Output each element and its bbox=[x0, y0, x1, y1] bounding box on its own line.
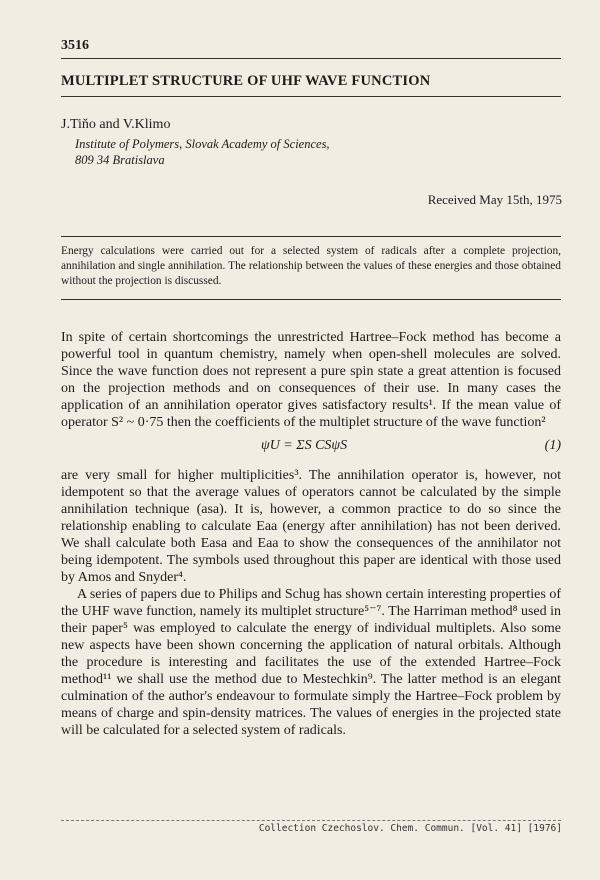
equation-expression: ψU = ΣS CSψS bbox=[261, 438, 348, 453]
received-date: Received May 15th, 1975 bbox=[427, 192, 562, 207]
abstract-top-rule bbox=[61, 236, 561, 237]
footer-rule bbox=[61, 820, 561, 821]
affiliation-line-2: 809 34 Bratislava bbox=[75, 153, 165, 167]
abstract: Energy calculations were carried out for a selected system of radicals after a complete projection, annihilation and single annihilation. The relationship between the values of these energies and those obtained without the projection is discussed. bbox=[61, 245, 561, 287]
authors: J.Tiňo and V.Klimo bbox=[61, 117, 171, 132]
title-rule bbox=[61, 96, 561, 97]
equation-1 bbox=[61, 431, 561, 467]
equation-number: (1) bbox=[544, 438, 561, 453]
affiliation bbox=[75, 136, 330, 168]
footer-citation: Collection Czechoslov. Chem. Commun. [Vol. 41] [1976] bbox=[258, 823, 562, 834]
affiliation-line-1: Institute of Polymers, Slovak Academy of Sciences, bbox=[75, 137, 330, 151]
paragraph-3: A series of papers due to Philips and Schug has shown certain interesting properties of the UHF wave function, namely its multiplet structure⁵⁻⁷. The Harriman method⁸ used in their paper⁵ was employed to calculate the energy of individual multiplets. Also some new aspects have been shown concerning the application of natural orbitals. Although the procedure is interesting and facilitates the use of the extended Hartree–Fock method¹¹ we shall use the method due to Mestechkin⁹. The latter method is an elegant culmination of the author's endeavour to formulate simply the Hartree–Fock problem by means of charge and spin-density matrices. The values of energies in the projected state will be calculated for a selected system of radicals. bbox=[61, 587, 562, 738]
paragraph-1: In spite of certain shortcomings the unrestricted Hartree–Fock method has become a powerful tool in quantum chemistry, namely when open-shell molecules are solved. Since the wave function does not represent a pure spin state a great attention is focused on the projection methods and on consequences of their use. In many cases the application of an annihilation operator gives satisfactory results¹. If the mean value of operator S² ~ 0·75 then the coefficients of the multiplet structure of the wave function² bbox=[61, 330, 561, 430]
article-body bbox=[61, 329, 561, 739]
paragraph-2: are very small for higher multiplicities³. The annihilation operator is, however, not idempotent so that the average values of operators cannot be calculated by the simple annihilation technique (asa). It is, however, a common practice to do so since the relationship enabling to calculate Eaa (energy after annihilation) has not been derived. We shall calculate both Easa and Eaa to show the consequences of the annihilator not being idempotent. The symbols used throughout this paper are identical with those used by Amos and Snyder⁴. bbox=[61, 468, 561, 585]
header-rule bbox=[61, 58, 561, 59]
article-title: MULTIPLET STRUCTURE OF UHF WAVE FUNCTION bbox=[61, 73, 431, 89]
page-number: 3516 bbox=[61, 38, 89, 53]
abstract-bottom-rule bbox=[61, 299, 561, 300]
